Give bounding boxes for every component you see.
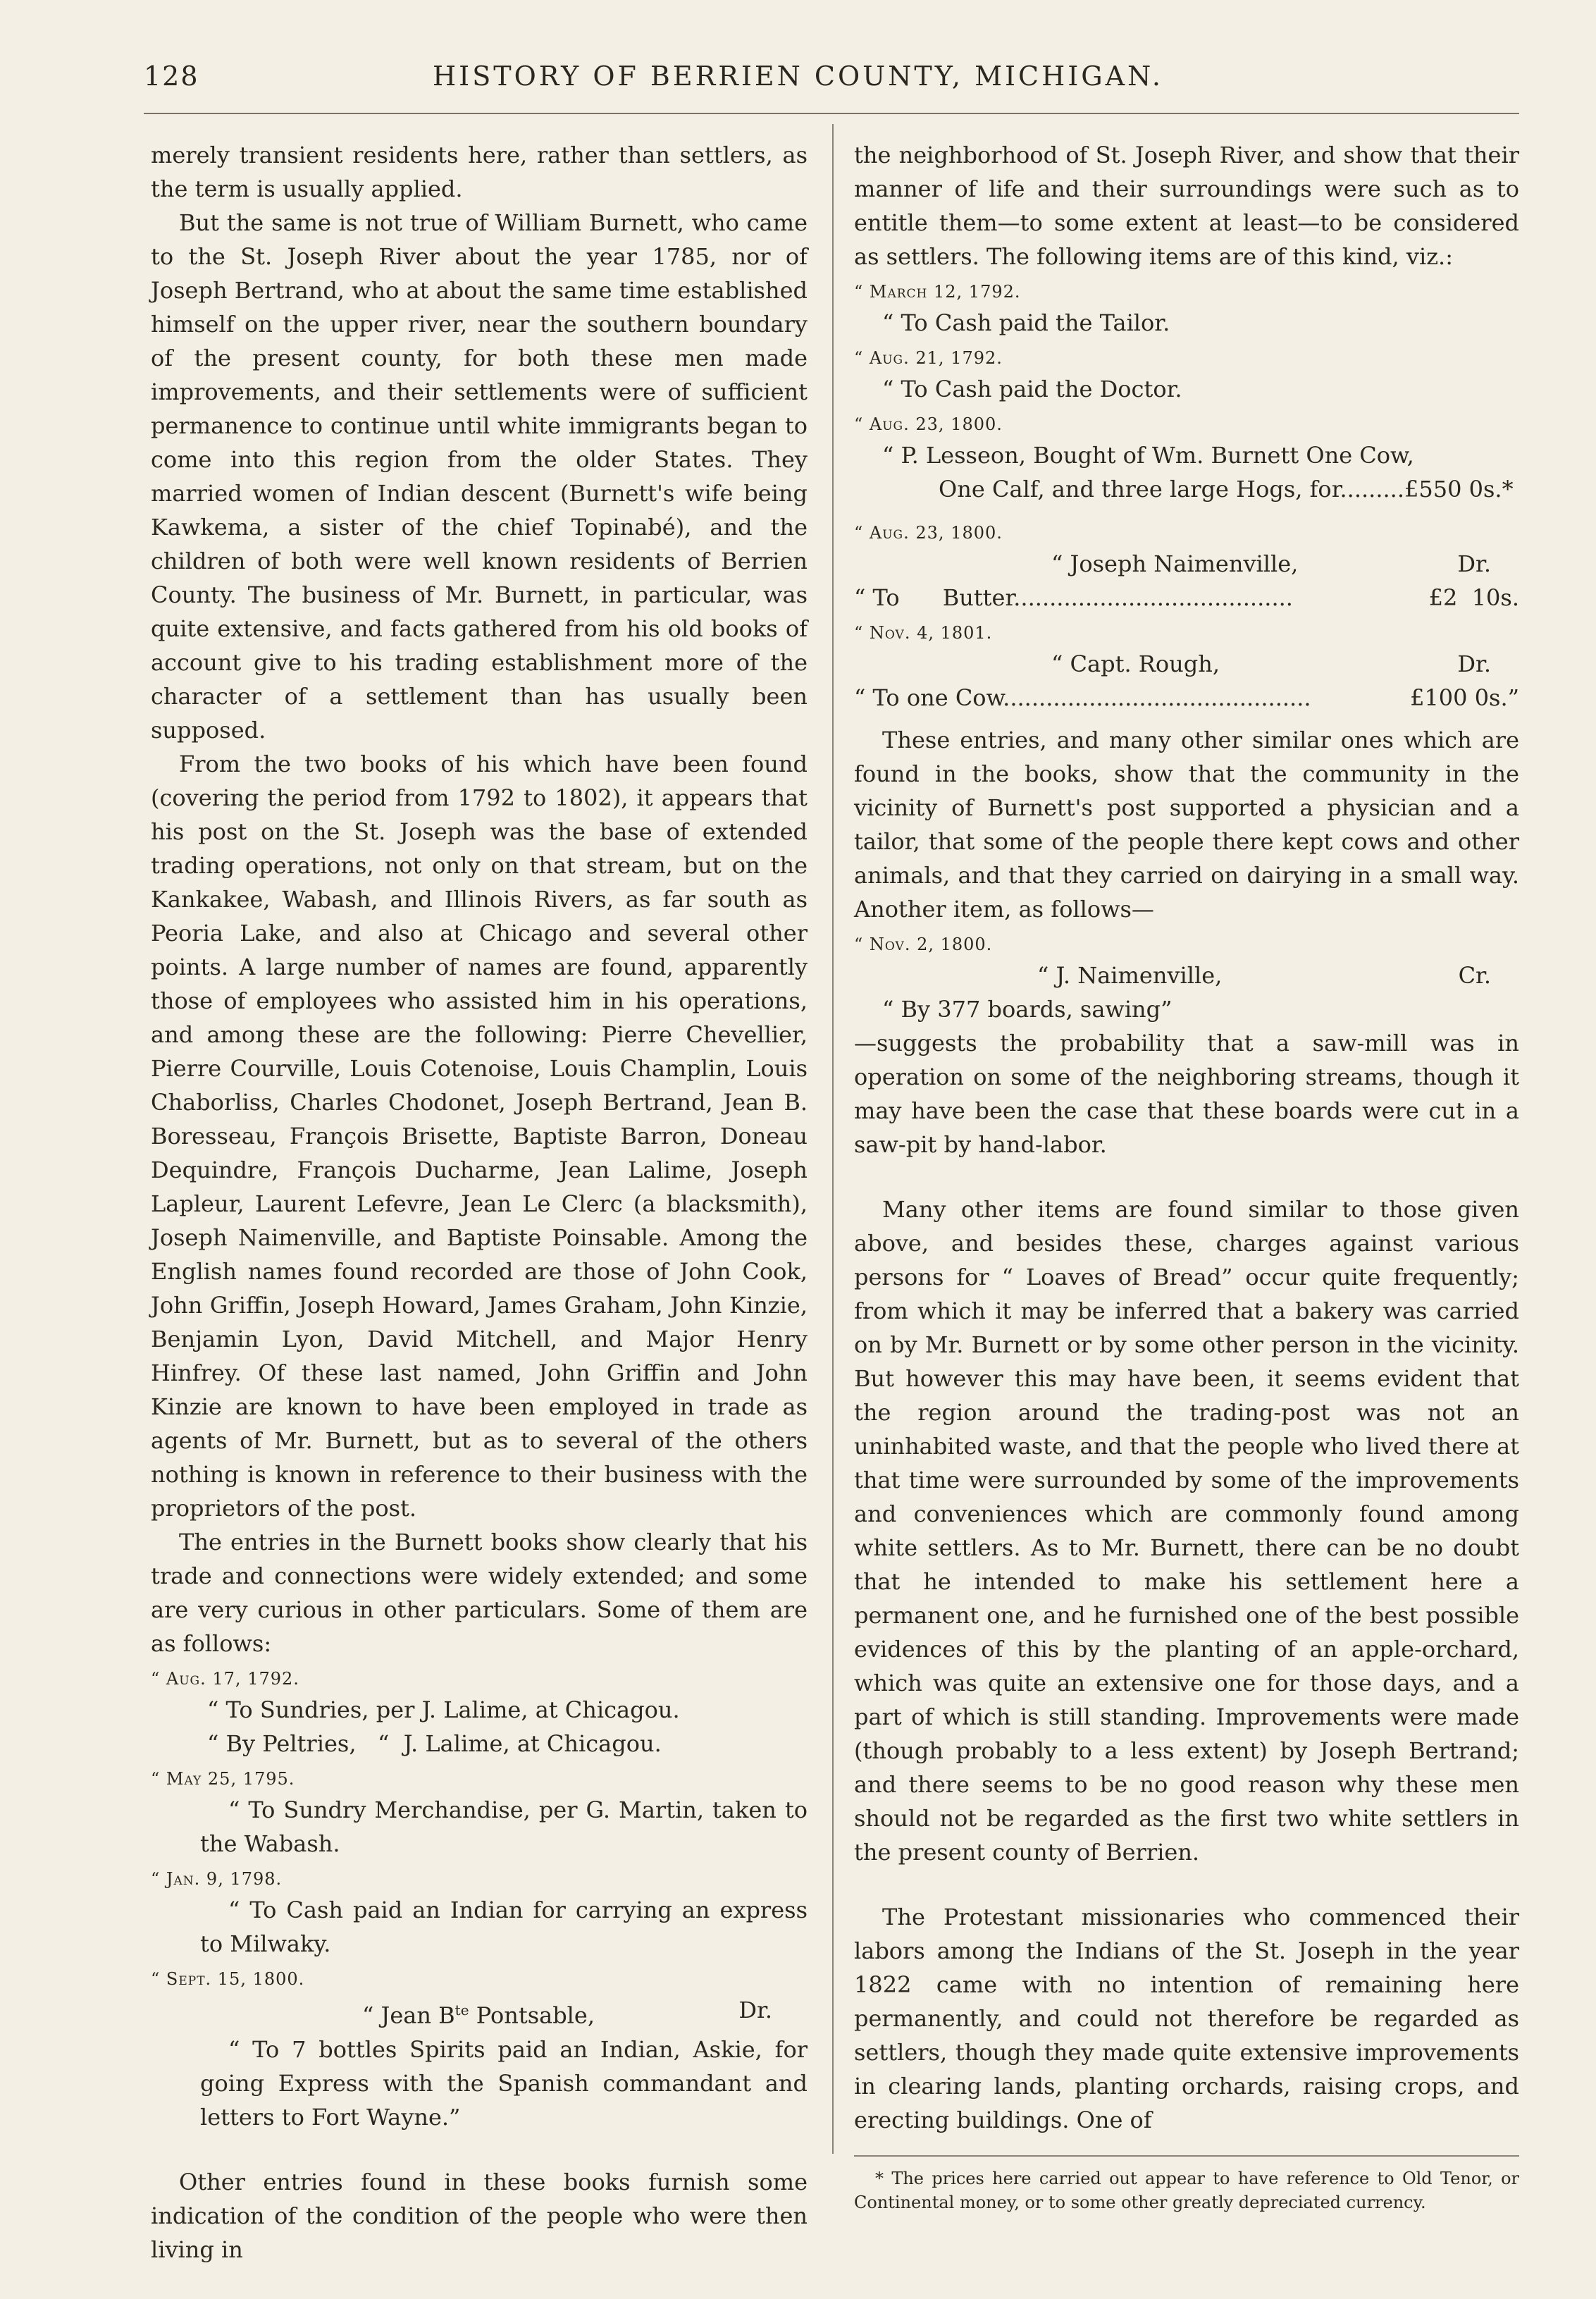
account-name: “ Jean $B^{te}$ Pontsable,	[362, 2002, 595, 2029]
running-title: HISTORY OF BERRIEN COUNTY, MICHIGAN.	[433, 61, 1163, 92]
paragraph: —suggests the probability that a saw-mill was in operation on some of the neighboring streams, though it may have been the case that these boards were cut in a saw-pit by hand-labor.	[854, 1030, 1519, 1158]
ledger-amount: £100 0s.”	[1410, 684, 1519, 711]
ledger-entry: “ To Cash paid the Doctor.	[882, 376, 1182, 402]
ledger-account-line	[854, 647, 1519, 681]
ledger-line	[854, 581, 1519, 615]
ledger-entry: “ To Sundry Merchandise, per G. Martin, taken to the Wabash.	[200, 1796, 808, 1857]
entry-date: “ Sept. 15, 1800.	[151, 1969, 305, 1989]
entry-date: “ May 25, 1795.	[151, 1769, 295, 1789]
entry-date: “ Aug. 23, 1800.	[854, 414, 1003, 434]
paragraph: Many other items are found similar to those given above, and besides these, charges against various persons for “ Loaves of Bread” occur quite frequently; from which it may be inferred that a bakery was carried on by Mr. Burnett or by some other person in the vicinity. But however this may have been, it seems evident that the region around the trading-post was not an uninhabited waste, and that the people who lived there at that time were surrounded by some of the improvements and conveniences which are commonly found among white settlers. As to Mr. Burnett, there can be no doubt that he intended to make his settlement here a permanent one, and he furnished one of the best possible evidences of this by the planting of an apple-orchard, which was quite an extensive one for those days, and a part of which is still standing. Improvements were made (though probably to a less extent) by Joseph Bertrand; and there seems to be no good reason why these men should not be regarded as the first two white settlers in the present county of Berrien.	[854, 1196, 1519, 1866]
credit-label: Cr.	[1458, 962, 1491, 989]
paragraph: the neighborhood of St. Joseph River, and show that their manner of life and their surroundings were such as to entitle them—to some extent at least—to be considered as settlers. The following items are of this kind, viz.:	[854, 142, 1519, 270]
page-header	[0, 61, 1596, 103]
paragraph: But the same is not true of William Burnett, who came to the St. Joseph River about the year 1785, nor of Joseph Bertrand, who at about the same time established himself on the upper river, near the southern boundary of the present county, for both these men made improvements, and their settlements were of sufficient permanence to continue until white immigrants began to come into this region from the older States. They married women of Indian descent (Burnett's wife being Kawkema, a sister of the chief Topinabé), and the children of both were well known residents of Berrien County. The business of Mr. Burnett, in particular, was quite extensive, and facts gathered from his old books of account give to his trading establishment more of the character of a settlement than has usually been supposed.	[151, 209, 808, 744]
debit-label: Dr.	[738, 1997, 772, 2023]
paragraph: From the two books of his which have been found (covering the period from 1792 to 1802), it appears that his post on the St. Joseph was the base of extended trading operations, not only on that stream, but on the Kankakee, Wabash, and Illinois Rivers, as far south as Peoria Lake, and also at Chicago and several other points. A large number of names are found, apparently those of employees who assisted him in his operations, and among these are the following: Pierre Chevellier, Pierre Courville, Louis Cotenoise, Louis Champlin, Louis Chaborliss, Charles Chodonet, Joseph Bertrand, Jean B. Boresseau, François Brisette, Baptiste Barron, Doneau Dequindre, François Ducharme, Jean Lalime, Joseph Lapleur, Laurent Lefevre, Jean Le Clerc (a blacksmith), Joseph Naimenville, and Baptiste Poinsable. Among the English names found recorded are those of John Cook, John Griffin, Joseph Howard, James Graham, John Kinzie, Benjamin Lyon, David Mitchell, and Major Henry Hinfrey. Of these last named, John Griffin and John Kinzie are known to have been employed in trade as agents of Mr. Burnett, but as to several of the others nothing is known in reference to their business with the proprietors of the post.	[151, 751, 808, 1522]
ledger-item: “ To one Cow...........................................	[854, 684, 1311, 711]
page-number: 128	[144, 61, 199, 92]
left-column	[151, 138, 808, 2267]
ledger-entry: “ To 7 bottles Spirits paid an Indian, Askie, for going Express with the Spanish commandant and letters to Fort Wayne.”	[200, 2035, 808, 2131]
ledger-entry: “ P. Lesseon, Bought of Wm. Burnett One Cow,	[882, 442, 1414, 469]
ledger-item: “ To Butter.......................................	[854, 584, 1293, 611]
ledger-entry: “ By 377 boards, sawing”	[882, 996, 1173, 1023]
ledger-amount: £2 10s.	[1428, 584, 1519, 611]
entry-date: “ Jan. 9, 1798.	[151, 1869, 283, 1889]
paragraph: The entries in the Burnett books show clearly that his trade and connections were widely extended; and some are very curious in other particulars. Some of them are as follows:	[151, 1529, 808, 1657]
ledger-entry: “ By Peltries, “ J. Lalime, at Chicagou.	[207, 1730, 662, 1757]
paragraph: The Protestant missionaries who commenced their labors among the Indians of the St. Joseph in the year 1822 came with no intention of remaining here permanently, and could not therefore be regarded as settlers, though they made quite extensive improvements in clearing lands, planting orchards, raising crops, and erecting buildings. One of	[854, 1904, 1519, 2133]
entry-date: “ Nov. 2, 1800.	[854, 935, 993, 954]
debit-label: Dr.	[1457, 651, 1491, 677]
column-divider	[832, 124, 834, 2154]
entry-date: “ Aug. 23, 1800.	[854, 523, 1003, 543]
account-name: “ J. Naimenville,	[1037, 962, 1223, 989]
ledger-line	[854, 681, 1519, 715]
account-name: “ Joseph Naimenville,	[1051, 550, 1299, 577]
right-column	[854, 138, 1519, 2214]
paragraph: merely transient residents here, rather than settlers, as the term is usually applied.	[151, 142, 808, 202]
debit-label: Dr.	[1457, 550, 1491, 577]
paragraph: These entries, and many other similar ones which are found in the books, show that the community in the vicinity of Burnett's post supported a physician and a tailor, that some of the people there kept cows and other animals, and that they carried on dairying in a small way. Another item, as follows—	[854, 727, 1519, 923]
entry-date: “ Aug. 21, 1792.	[854, 348, 1003, 368]
ledger-account-line	[854, 547, 1519, 581]
ledger-account-line	[854, 959, 1519, 992]
ledger-account-line	[151, 1993, 808, 2033]
ledger-entry: “ To Cash paid the Tailor.	[882, 309, 1170, 336]
paragraph: Other entries found in these books furnish some indication of the condition of the people who were then living in	[151, 2168, 808, 2263]
footnote: * The prices here carried out appear to have reference to Old Tenor, or Continental money, or to some other greatly depreciated currency.	[854, 2155, 1519, 2214]
entry-date: “ March 12, 1792.	[854, 282, 1021, 302]
entry-date: “ Nov. 4, 1801.	[854, 623, 993, 643]
entry-date: “ Aug. 17, 1792.	[151, 1669, 299, 1689]
header-rule	[144, 113, 1519, 114]
account-name: “ Capt. Rough,	[1051, 651, 1220, 677]
ledger-entry: “ To Sundries, per J. Lalime, at Chicagou.	[207, 1696, 680, 1723]
ledger-entry: One Calf, and three large Hogs, for.........£550 0s.*	[939, 476, 1514, 503]
ledger-entry: “ To Cash paid an Indian for carrying an express to Milwaky.	[200, 1897, 808, 1957]
